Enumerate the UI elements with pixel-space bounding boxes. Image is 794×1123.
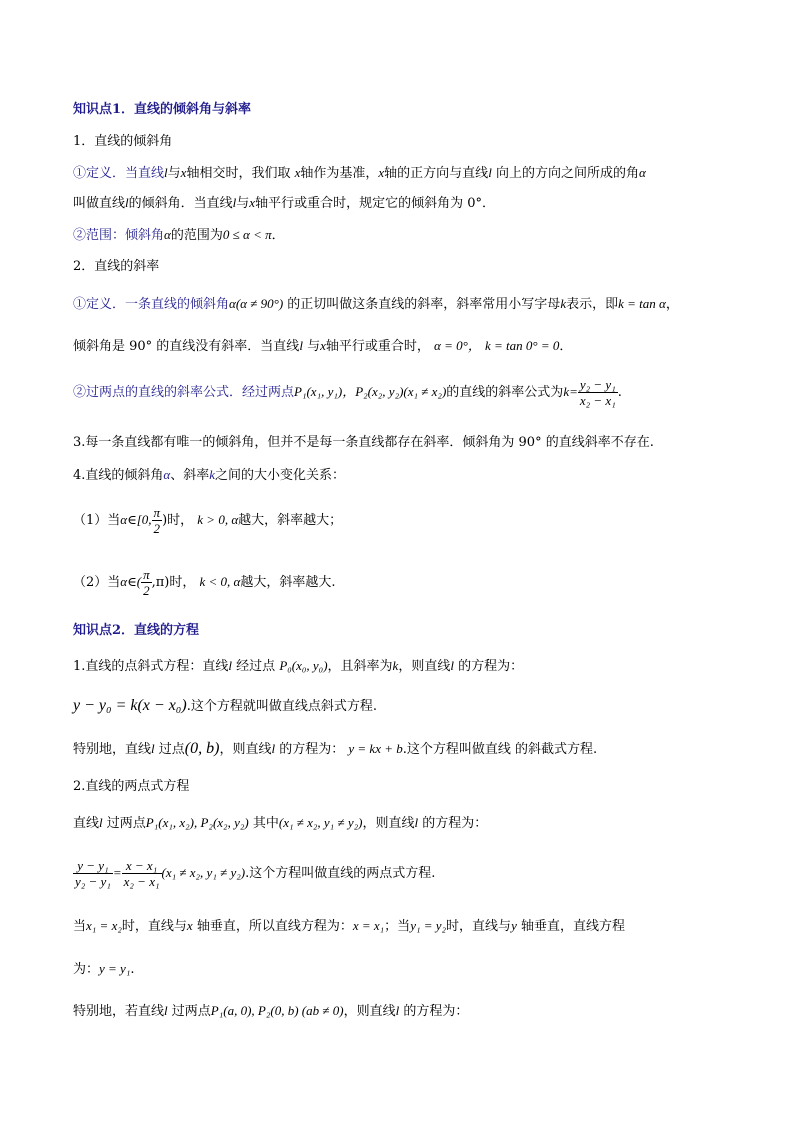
vertical-horizontal-cases: 当x₁ = x₂时，直线与x 轴垂直，所以直线方程为：x = x₁；当y₁ = y₂时，直线与y 轴垂直，直线方程 [73,918,625,934]
horizontal-equation: 为：y = y₁. [73,961,135,977]
two-point-fraction-x: $\frac{\text{x − x₁}}{\text{x₂ − x₁}}$ [123,858,160,889]
point-slope-intro: 1.直线的点斜式方程：直线l 经过点 P₀(x₀, y₀)，且斜率为k，则直线l 的方程为： [73,658,524,674]
two-point-fraction-y: $\frac{\text{y − y₁}}{\text{y₂ − y₁}}$ [75,858,111,889]
incline-definition-line1: ①定义．当直线l与x轴相交时，我们取 x轴作为基准，x轴的正方向与直线l 向上的方向之间所成的角α [73,165,646,181]
section-2-title: 2．直线的斜率 [73,259,160,274]
kp1-title: 知识点1．直线的倾斜角与斜率 [73,102,252,117]
two-point-intro: 直线l 过两点P₁(x₁, x₂), P₂(x₂, y₂) 其中(x₁ ≠ x₂, y₁ ≠ y₂)，则直线l 的方程为： [73,815,488,831]
two-point-title: 2.直线的两点式方程 [73,779,190,794]
slope-definition-line2: 倾斜角是 90° 的直线没有斜率．当直线l 与x轴平行或重合时， α = 0°， k = tan 0° = 0． [73,338,573,354]
point-slope-equation: y − y₀ = k(x − x₀).这个方程就叫做直线点斜式方程. [73,697,377,714]
incline-definition-line2: 叫做直线l的倾斜角．当直线l与x轴平行或重合时，规定它的倾斜角为 0°． [73,195,496,211]
slope-fraction: $\frac{\text{y₂ − y₁}}{\text{x₂ − x₁}}$ [579,377,616,408]
section-1-title: 1．直线的倾斜角 [73,134,173,149]
case-2: （2）当α∈( $\frac{\pi}{2}$ ,π)时， k < 0, α越大，斜率越大. [73,567,336,598]
slope-definition-line1: ①定义．一条直线的倾斜角α(α ≠ 90°) 的正切叫做这条直线的斜率，斜率常用小写字母k表示，即k = tan α， [73,296,679,312]
item-3: 3.每一条直线都有唯一的倾斜角，但并不是每一条直线都存在斜率．倾斜角为 90° 的直线斜率不存在. [73,435,654,450]
item-4: 4.直线的倾斜角α、斜率k之间的大小变化关系： [73,467,346,483]
two-point-slope-formula: ②过两点的直线的斜率公式．经过两点P₁(x₁, y₁)，P₂(x₂, y₂)(x₁ ≠ x₂)的直线的斜率公式为k= $\frac{\text{y₂ − y₁}}{\text{x₂ − x₁}}$ . [73,377,622,408]
slope-intercept: 特别地，直线l 过点(0, b)，则直线l 的方程为： y = kx + b.这个方程叫做直线 的斜截式方程. [73,740,598,757]
two-point-equation: $\frac{\text{y − y₁}}{\text{y₂ − y₁}}$ = $\frac{\text{x − x₁}}{\text{x₂ − x₁}}$ (x₁ ≠ x₂, y₁ ≠ y₂).这个方程叫做直线的两点式方程. [75,858,436,889]
incline-range: ②范围：倾斜角α的范围为0 ≤ α < π． [73,227,285,243]
kp2-title: 知识点2．直线的方程 [73,623,200,638]
case-1: （1）当α∈[0, $\frac{\pi}{2}$ )时， k > 0, α越大，斜率越大； [73,505,343,536]
intercept-form-intro: 特别地，若直线l 过两点P₁(a, 0), P₂(0, b) (ab ≠ 0)，则直线l 的方程为： [73,1003,469,1019]
